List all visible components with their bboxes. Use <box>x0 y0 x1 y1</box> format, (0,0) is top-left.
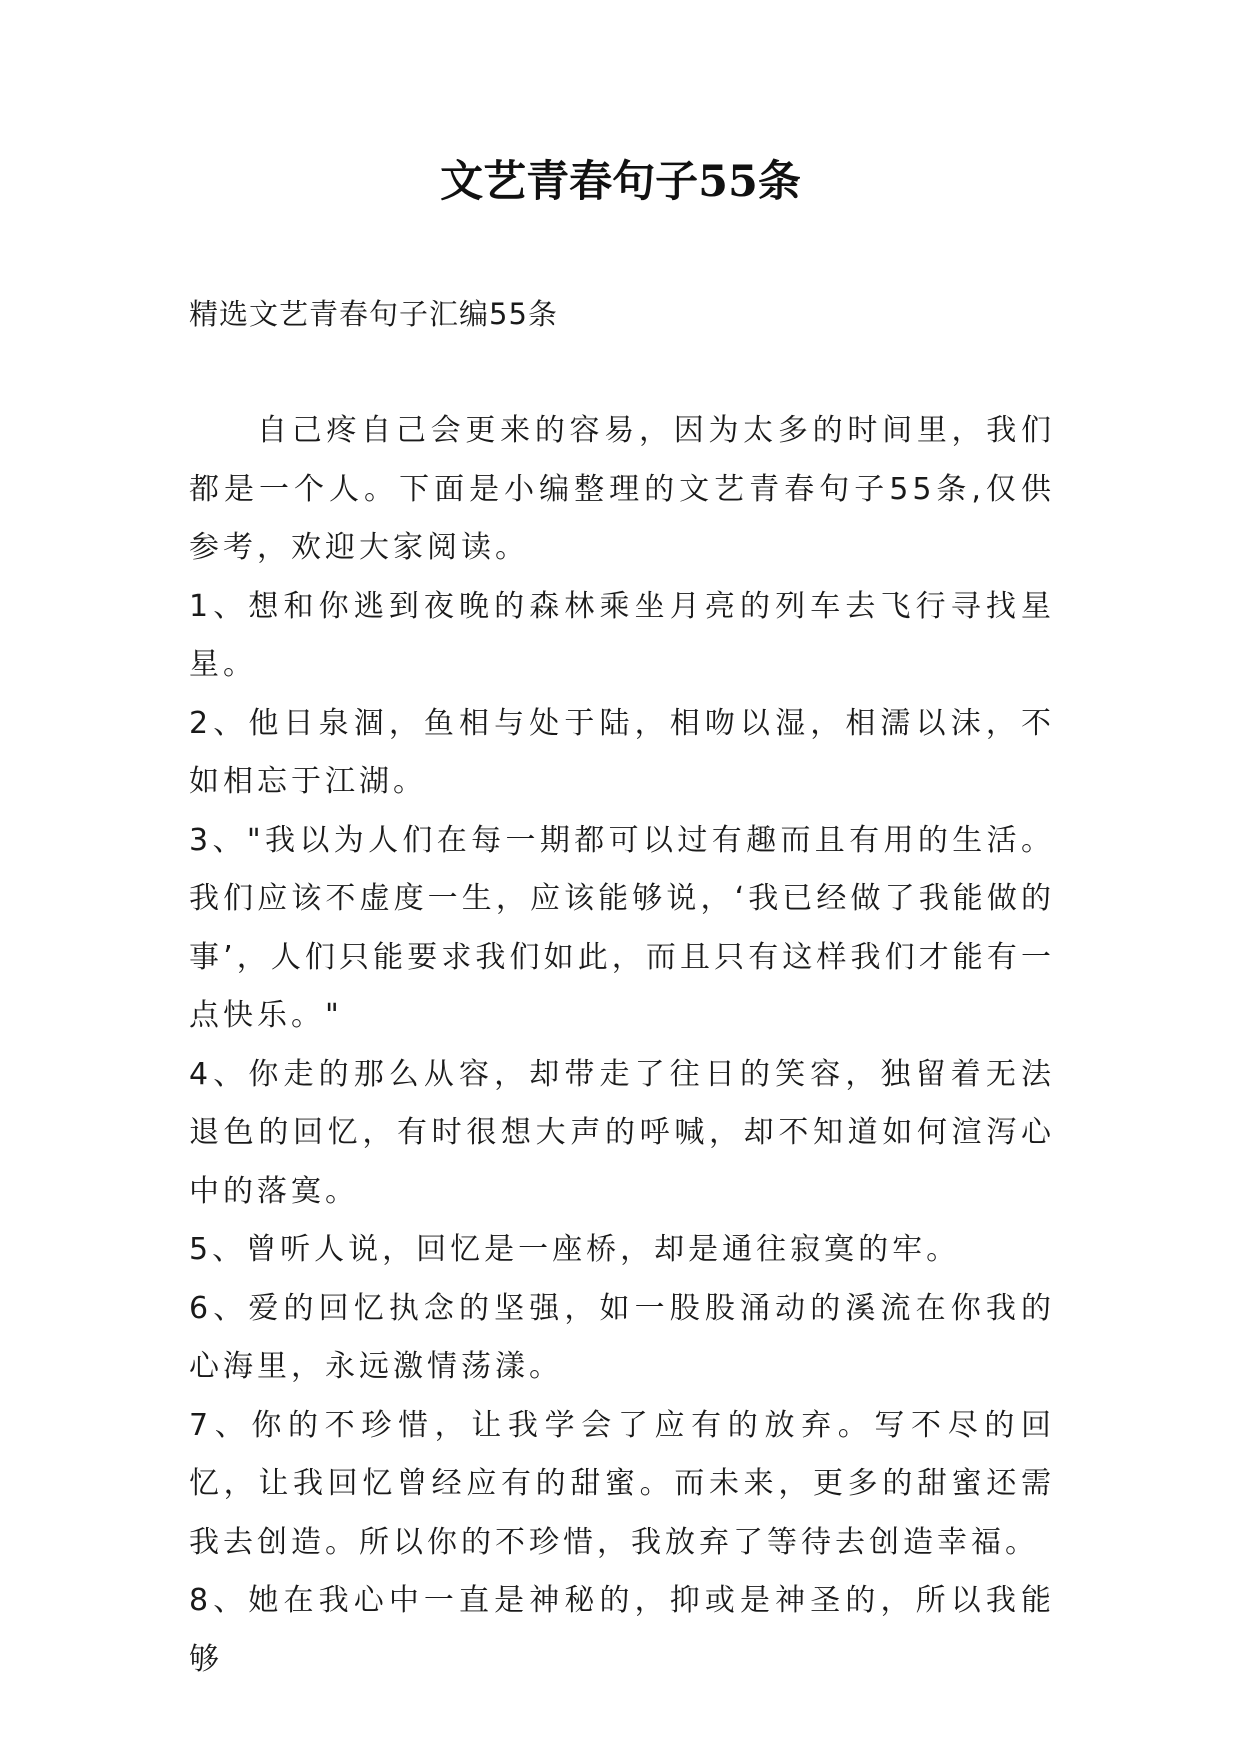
list-item: 2、他日泉涸，鱼相与处于陆，相吻以湿，相濡以沫，不如相忘于江湖。 <box>189 705 1055 799</box>
list-item: 1、想和你逃到夜晚的森林乘坐月亮的列车去飞行寻找星星。 <box>189 588 1055 682</box>
intro-paragraph: 自己疼自己会更来的容易，因为太多的时间里，我们都是一个人。下面是小编整理的文艺青春句子55条,仅供参考，欢迎大家阅读。 <box>189 413 1055 565</box>
document-body <box>189 402 1055 1689</box>
list-item: 8、她在我心中一直是神秘的，抑或是神圣的，所以我能够 <box>189 1583 1055 1677</box>
list-item: 6、爱的回忆执念的坚强，如一股股涌动的溪流在你我的心海里，永远激情荡漾。 <box>189 1290 1055 1384</box>
document-subtitle: 精选文艺青春句子汇编55条 <box>189 297 558 331</box>
list-item: 3、"我以为人们在每一期都可以过有趣而且有用的生活。我们应该不虚度一生，应该能够说，‘我已经做了我能做的事’，人们只能要求我们如此，而且只有这样我们才能有一点快乐。" <box>189 822 1055 1033</box>
list-item: 4、你走的那么从容，却带走了往日的笑容，独留着无法退色的回忆，有时很想大声的呼喊，却不知道如何渲泻心中的落寞。 <box>189 1056 1055 1209</box>
list-item: 5、曾听人说，回忆是一座桥，却是通往寂寞的牢。 <box>189 1232 961 1267</box>
list-item: 7、你的不珍惜，让我学会了应有的放弃。写不尽的回忆，让我回忆曾经应有的甜蜜。而未来，更多的甜蜜还需我去创造。所以你的不珍惜，我放弃了等待去创造幸福。 <box>189 1407 1055 1560</box>
document-title: 文艺青春句子55条 <box>440 157 801 207</box>
